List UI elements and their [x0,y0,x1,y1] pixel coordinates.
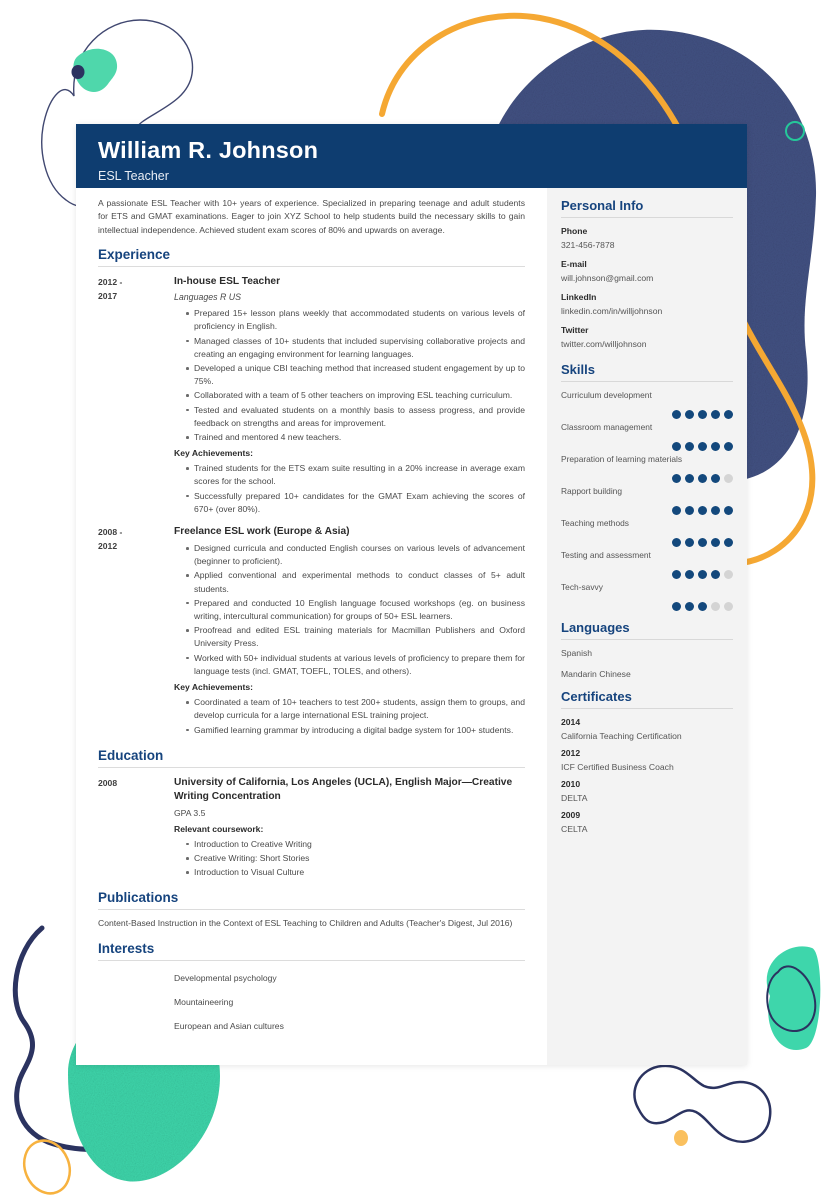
list-item: Developed a unique CBI teaching method that increased student engagement by up to 75%. [186,362,525,388]
experience-date: 2008 - 2012 [98,527,123,551]
resume-header [76,124,747,188]
rating-dot-empty [724,570,733,579]
skill-label: Classroom management [561,422,653,432]
rating-dot-empty [711,602,720,611]
experience-details [174,275,525,517]
contact-label: Phone [561,226,588,236]
education-date: 2008 [98,777,118,788]
list-item: Developmental psychology [174,972,277,983]
certificates-list [561,716,733,836]
rating-dot-filled [672,410,681,419]
skills-list [561,389,733,607]
list-item: Spanish [561,648,593,658]
rating-dot-empty [724,474,733,483]
education-entry [98,776,525,881]
list-item: Collaborated with a team of 5 other teachers on improving ESL teaching curriculum. [186,389,525,402]
rating-dot-filled [685,410,694,419]
rating-dot-filled [672,474,681,483]
key-achievements-label: Key Achievements: [174,682,253,693]
languages-list [561,647,733,680]
education-details [174,776,525,881]
list-item: Successfully prepared 10+ candidates for the GMAT Exam achieving the scores of 670+ (over 80%). [186,490,525,516]
list-item: Managed classes of 10+ students that included supervising collaborative projects and creating an engaging environment for learning languages. [186,335,525,361]
employer-name: Languages R US [174,292,241,303]
section-title-education: Education [98,747,164,763]
rating-dot-filled [711,442,720,451]
rating-dot-empty [724,602,733,611]
list-item: Mandarin Chinese [561,669,631,679]
rating-dot-filled [698,538,707,547]
skill-item [561,389,733,415]
section-title-certificates: Certificates [561,689,632,704]
skill-label: Rapport building [561,486,622,496]
deco-dark-dot-top [72,65,85,79]
rating-dot-filled [672,442,681,451]
list-item: Coordinated a team of 10+ teachers to test 200+ students, assign them to groups, and develop curricula for a large international ESL training project. [186,696,525,722]
section-title-experience: Experience [98,247,171,263]
duties-list [174,542,525,678]
duties-list [174,307,525,444]
skill-rating [561,470,733,479]
certificate-item [561,747,733,774]
experience-details [174,525,525,738]
rating-dot-filled [698,474,707,483]
section-divider [561,708,733,709]
rating-dot-filled [711,410,720,419]
list-item: Mountaineering [174,996,234,1007]
certificate-year: 2012 [561,748,581,758]
skill-item [561,517,733,543]
deco-green-blob-right [767,946,821,1050]
section-title-languages: Languages [561,620,630,635]
interests-list [174,972,525,1033]
list-item: Applied conventional and experimental methods to conduct classes of 5+ adult students. [186,569,525,595]
section-title-publications: Publications [98,890,179,906]
list-item: Designed curricula and conducted English courses on various levels of advancement (beginner to proficient). [186,542,525,568]
rating-dot-filled [685,538,694,547]
section-divider [98,266,525,267]
skill-rating [561,502,733,511]
skill-rating [561,438,733,447]
list-item: Introduction to Visual Culture [186,866,525,879]
skill-label: Curriculum development [561,390,652,400]
candidate-name: William R. Johnson [98,137,319,163]
rating-dot-filled [685,570,694,579]
list-item: Worked with 50+ individual students at various levels of proficiency to prepare them for language tests (incl. GMAT, TOEFL, TOLES, and others). [186,652,525,678]
list-item: Creative Writing: Short Stories [186,852,525,865]
section-divider [561,217,733,218]
contact-value[interactable]: twitter.com/willjohnson [561,339,647,349]
rating-dot-filled [672,538,681,547]
main-column [76,188,547,1065]
section-divider [98,767,525,768]
deco-yellow-dot-bottom [674,1130,688,1146]
experience-date: 2012 - 2017 [98,277,123,301]
skill-item [561,549,733,575]
contact-item [561,225,733,251]
rating-dot-filled [711,506,720,515]
contact-value[interactable]: linkedin.com/in/willjohnson [561,306,663,316]
contact-item [561,258,733,284]
certificate-item [561,716,733,743]
list-item: Prepared 15+ lesson plans weekly that accommodated students on various levels of proficiency in English. [186,307,525,333]
personal-info-list [561,225,733,350]
rating-dot-filled [672,506,681,515]
certificate-name: CELTA [561,824,588,834]
rating-dot-filled [711,570,720,579]
skill-item [561,581,733,607]
experience-entry [98,525,525,738]
rating-dot-filled [724,506,733,515]
resume-body [76,188,747,1065]
skill-label: Preparation of learning materials [561,454,683,464]
skill-item [561,485,733,511]
certificate-name: DELTA [561,793,588,803]
rating-dot-filled [685,602,694,611]
certificate-year: 2009 [561,810,581,820]
rating-dot-filled [672,570,681,579]
resume-card [76,124,747,1065]
rating-dot-filled [698,442,707,451]
job-title: Freelance ESL work (Europe & Asia) [174,526,350,538]
key-achievements-label: Key Achievements: [174,448,253,459]
list-item: Tested and evaluated students on a monthly basis to assess progress, and provide feedback on strengths and areas for improvement. [186,404,525,430]
section-title-skills: Skills [561,362,595,377]
skill-label: Teaching methods [561,518,629,528]
contact-value[interactable]: will.johnson@gmail.com [561,273,654,283]
rating-dot-filled [698,506,707,515]
skill-rating [561,406,733,415]
section-divider [561,639,733,640]
list-item: Gamified learning grammar by introducing a digital badge system for 100+ students. [186,724,525,737]
section-divider [98,909,525,910]
certificate-name: ICF Certified Business Coach [561,762,674,772]
rating-dot-filled [698,410,707,419]
coursework-list [174,838,525,880]
sidebar [547,188,747,1065]
skill-rating [561,566,733,575]
certificate-name: California Teaching Certification [561,731,682,741]
rating-dot-filled [724,442,733,451]
summary-text: A passionate ESL Teacher with 10+ years of experience. Specialized in preparing teenage and adult students for ETS and GMAT examinations. Eager to join XYZ School to help students build the necessary skills to gain intellectual independence. Achieved student exam scores of 80% and upwards on average. [98,198,525,235]
rating-dot-filled [685,442,694,451]
skill-label: Testing and assessment [561,550,651,560]
coursework-label: Relevant coursework: [174,823,264,834]
certificate-year: 2014 [561,717,581,727]
section-title-personal-info: Personal Info [561,198,644,213]
contact-value[interactable]: 321-456-7878 [561,240,615,250]
certificate-item [561,809,733,836]
certificate-year: 2010 [561,779,581,789]
rating-dot-filled [698,570,707,579]
list-item: Prepared and conducted 10 English language focused workshops (eg. on business writing, intercultural communication) for groups of 50+ ESL learners. [186,597,525,623]
contact-label: LinkedIn [561,292,597,302]
achievements-list [174,696,525,737]
certificate-item [561,778,733,805]
skill-rating [561,598,733,607]
list-item: Proofread and edited ESL training materials for Macmillan Publishers and Oxford University Press. [186,624,525,650]
rating-dot-filled [698,602,707,611]
rating-dot-filled [711,538,720,547]
gpa-value: GPA 3.5 [174,807,206,818]
publication-item: Content-Based Instruction in the Context of ESL Teaching to Children and Adults (Teacher's Digest, Jul 2016) [98,918,513,929]
job-title: In-house ESL Teacher [174,276,281,288]
skill-item [561,421,733,447]
rating-dot-filled [724,410,733,419]
contact-item [561,291,733,317]
list-item: Trained and mentored 4 new teachers. [186,431,525,444]
contact-item [561,324,733,350]
rating-dot-filled [724,538,733,547]
skill-label: Tech-savvy [561,582,603,592]
section-title-interests: Interests [98,940,155,956]
deco-peanut-outline-bottom [634,1066,770,1142]
degree-title: University of California, Los Angeles (UCLA), English Major—Creative Writing Concentration [174,776,513,802]
contact-label: E-mail [561,259,587,269]
skill-rating [561,534,733,543]
achievements-list [174,462,525,516]
skill-item [561,453,733,479]
rating-dot-filled [711,474,720,483]
candidate-title: ESL Teacher [98,169,169,183]
rating-dot-filled [685,474,694,483]
list-item: Introduction to Creative Writing [186,838,525,851]
section-divider [561,381,733,382]
rating-dot-filled [685,506,694,515]
rating-dot-filled [672,602,681,611]
list-item: European and Asian cultures [174,1020,284,1031]
experience-entry [98,275,525,517]
section-divider [98,960,525,961]
contact-label: Twitter [561,325,589,335]
list-item: Trained students for the ETS exam suite resulting in a 20% increase in average exam scores for the school. [186,462,525,488]
